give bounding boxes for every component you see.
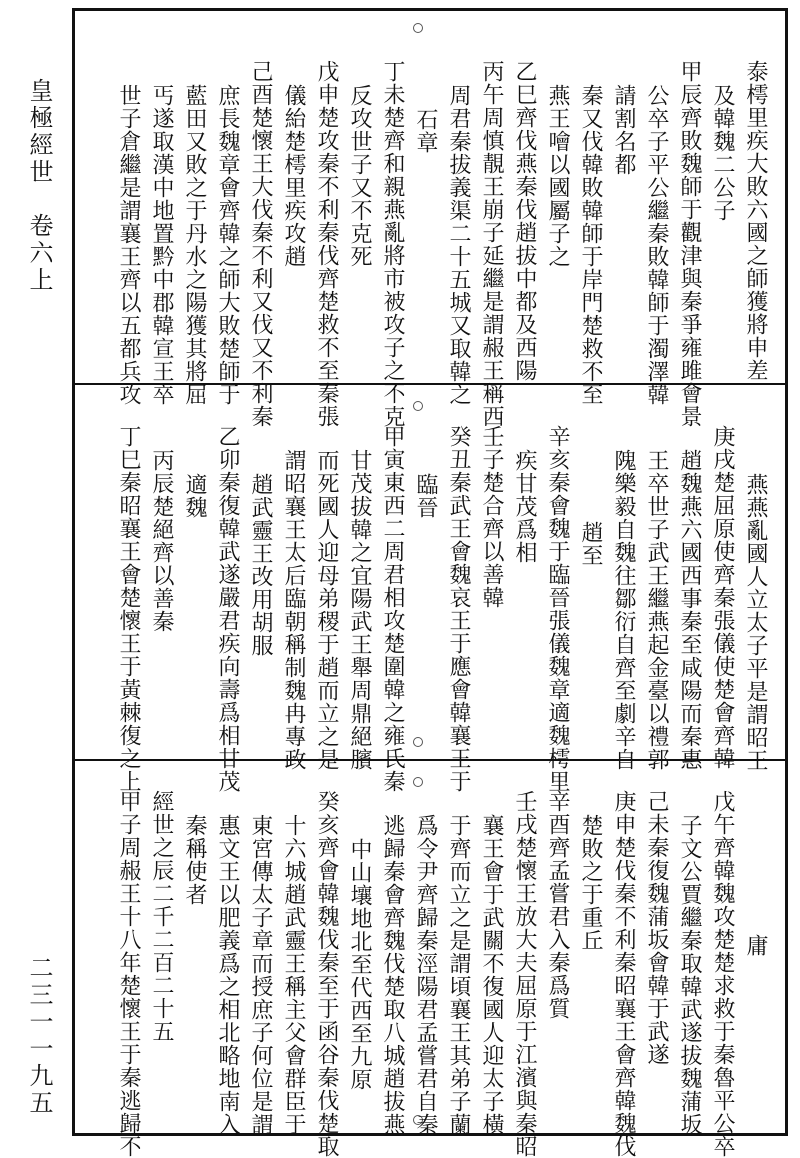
- text-column: 丁巳秦昭襄王會楚懷王于黃棘復之上: [116, 425, 141, 793]
- text-column: 戊午齊韓魏攻楚楚求救于秦魯平公卒: [710, 790, 735, 1158]
- text-column: 襄王會于武關不復國人迎太子橫: [479, 814, 504, 1136]
- text-column: 趙武靈王改用胡服: [248, 473, 273, 657]
- text-column: 癸亥齊會韓魏伐秦至于函谷秦伐楚取: [314, 790, 339, 1158]
- text-column: 甲子周赧王十八年楚懷王于秦逃歸不: [116, 790, 141, 1158]
- text-column: 隗樂毅自魏往鄒衍自齊至劇辛自: [611, 449, 636, 771]
- text-column: 趙魏燕六國西事秦至咸陽而秦惠: [677, 449, 702, 771]
- text-column: 儀紿楚樗里疾攻趙: [281, 84, 306, 268]
- text-column: 臨晉: [413, 473, 438, 519]
- text-column: 庶長魏章會齊韓之師大敗楚師于: [215, 84, 240, 406]
- binding-hole: [413, 23, 423, 33]
- text-column: 泰樗里疾大敗六國之師獲將申差: [743, 60, 768, 382]
- binding-hole: [413, 737, 423, 747]
- text-column: 藍田又敗之于丹水之陽獲其將屈: [182, 84, 207, 406]
- text-column: 丙午周慎靚王崩子延繼是謂赧王稱西: [479, 60, 504, 428]
- text-column: 壬戌楚懷王放大夫屈原于江濱與秦昭: [512, 790, 537, 1158]
- text-column: 周君秦拔義渠二十五城又取韓之: [446, 84, 471, 406]
- text-column: 請割名都: [611, 84, 636, 176]
- text-column: 石章: [413, 108, 438, 154]
- text-column: 爲令尹齊歸秦涇陽君孟嘗君自秦: [413, 814, 438, 1136]
- text-column: 癸丑秦武王會魏哀王于應會韓襄王于: [446, 425, 471, 793]
- text-column: 燕燕亂國人立太子平是謂昭王: [743, 473, 768, 772]
- page-number: 二三一一九五: [25, 955, 53, 1117]
- text-column: 公卒子平公繼秦敗韓師于濁澤韓: [644, 84, 669, 406]
- text-column: 庚申楚伐秦不利秦昭襄王會齊韓魏伐: [611, 790, 636, 1158]
- text-column: 東宮傳太子章而授庶子何位是謂: [248, 814, 273, 1136]
- text-column: 及韓魏二公子: [710, 84, 735, 222]
- binding-hole: [413, 777, 423, 787]
- book-title: 皇極經世 卷六上: [25, 78, 53, 294]
- text-column: 疾甘茂爲相: [512, 449, 537, 564]
- text-column: 丙辰楚絕齊以善秦: [149, 449, 174, 633]
- text-column: 燕王噲以國屬子之: [545, 84, 570, 268]
- text-column: 逃歸秦會齊魏伐楚取八城趙拔燕: [380, 814, 405, 1136]
- text-column: 王卒世子武王繼燕起金臺以禮郭: [644, 449, 669, 771]
- text-column: 甲寅東西二周君相攻楚圍韓之雍氏秦: [380, 425, 405, 793]
- text-column: 乙卯秦復韓武遂嚴君疾向壽爲相甘茂: [215, 425, 240, 793]
- text-column: 甘茂拔韓之宜陽武王舉周鼎絕臏: [347, 449, 372, 771]
- text-column: 于齊而立之是謂頃襄王其弟子蘭: [446, 814, 471, 1136]
- text-column: 適魏: [182, 473, 207, 519]
- text-column: 十六城趙武靈王稱主父會群臣于: [281, 814, 306, 1136]
- text-column: 中山壤地北至代西至九原: [347, 838, 372, 1091]
- text-column: 辛亥秦會魏于臨晉張儀魏章適魏樗里: [545, 425, 570, 793]
- text-column: 庸: [743, 934, 768, 957]
- text-column: 秦稱使者: [182, 814, 207, 906]
- text-column: 楚敗之于重丘: [578, 814, 603, 952]
- text-column: 惠文王以肥義爲之相北略地南入: [215, 814, 240, 1136]
- text-column: 秦又伐韓敗韓師于岸門楚救不至: [578, 84, 603, 406]
- text-column: 乙巳齊伐燕秦伐趙拔中都及西陽: [512, 60, 537, 382]
- text-column: 反攻世子又不克死: [347, 84, 372, 268]
- text-column: 丁未楚齊和親燕亂將市被攻子之不克: [380, 60, 405, 428]
- text-column: 丐遂取漢中地置黔中郡韓宣王卒: [149, 84, 174, 406]
- text-column: 而死國人迎母弟稷于趙而立之是: [314, 449, 339, 771]
- text-column: 世子倉繼是謂襄王齊以五都兵攻: [116, 84, 141, 406]
- text-column: 子文公賈繼秦取韓武遂拔魏蒲坂: [677, 814, 702, 1136]
- text-column: 己未秦復魏蒲坂會韓于武遂: [644, 790, 669, 1066]
- text-column: 己酉楚懷王大伐秦不利又伐又不利秦: [248, 60, 273, 428]
- binding-hole: [413, 401, 423, 411]
- text-column: 甲辰齊敗魏師于觀津與秦爭雍雎會景: [677, 60, 702, 428]
- text-column: 趙至: [578, 521, 603, 567]
- text-column: 謂昭襄王太后臨朝稱制魏冉專政: [281, 449, 306, 771]
- text-column: 經世之辰二千二百二十五: [149, 790, 174, 1043]
- text-column: 壬子楚合齊以善韓: [479, 425, 504, 609]
- text-column: 辛酉齊孟嘗君入秦爲質: [545, 790, 570, 1020]
- text-column: 庚戌楚屈原使齊秦張儀使楚會齊韓: [710, 425, 735, 770]
- text-column: 戊申楚攻秦不利秦伐齊楚救不至秦張: [314, 60, 339, 428]
